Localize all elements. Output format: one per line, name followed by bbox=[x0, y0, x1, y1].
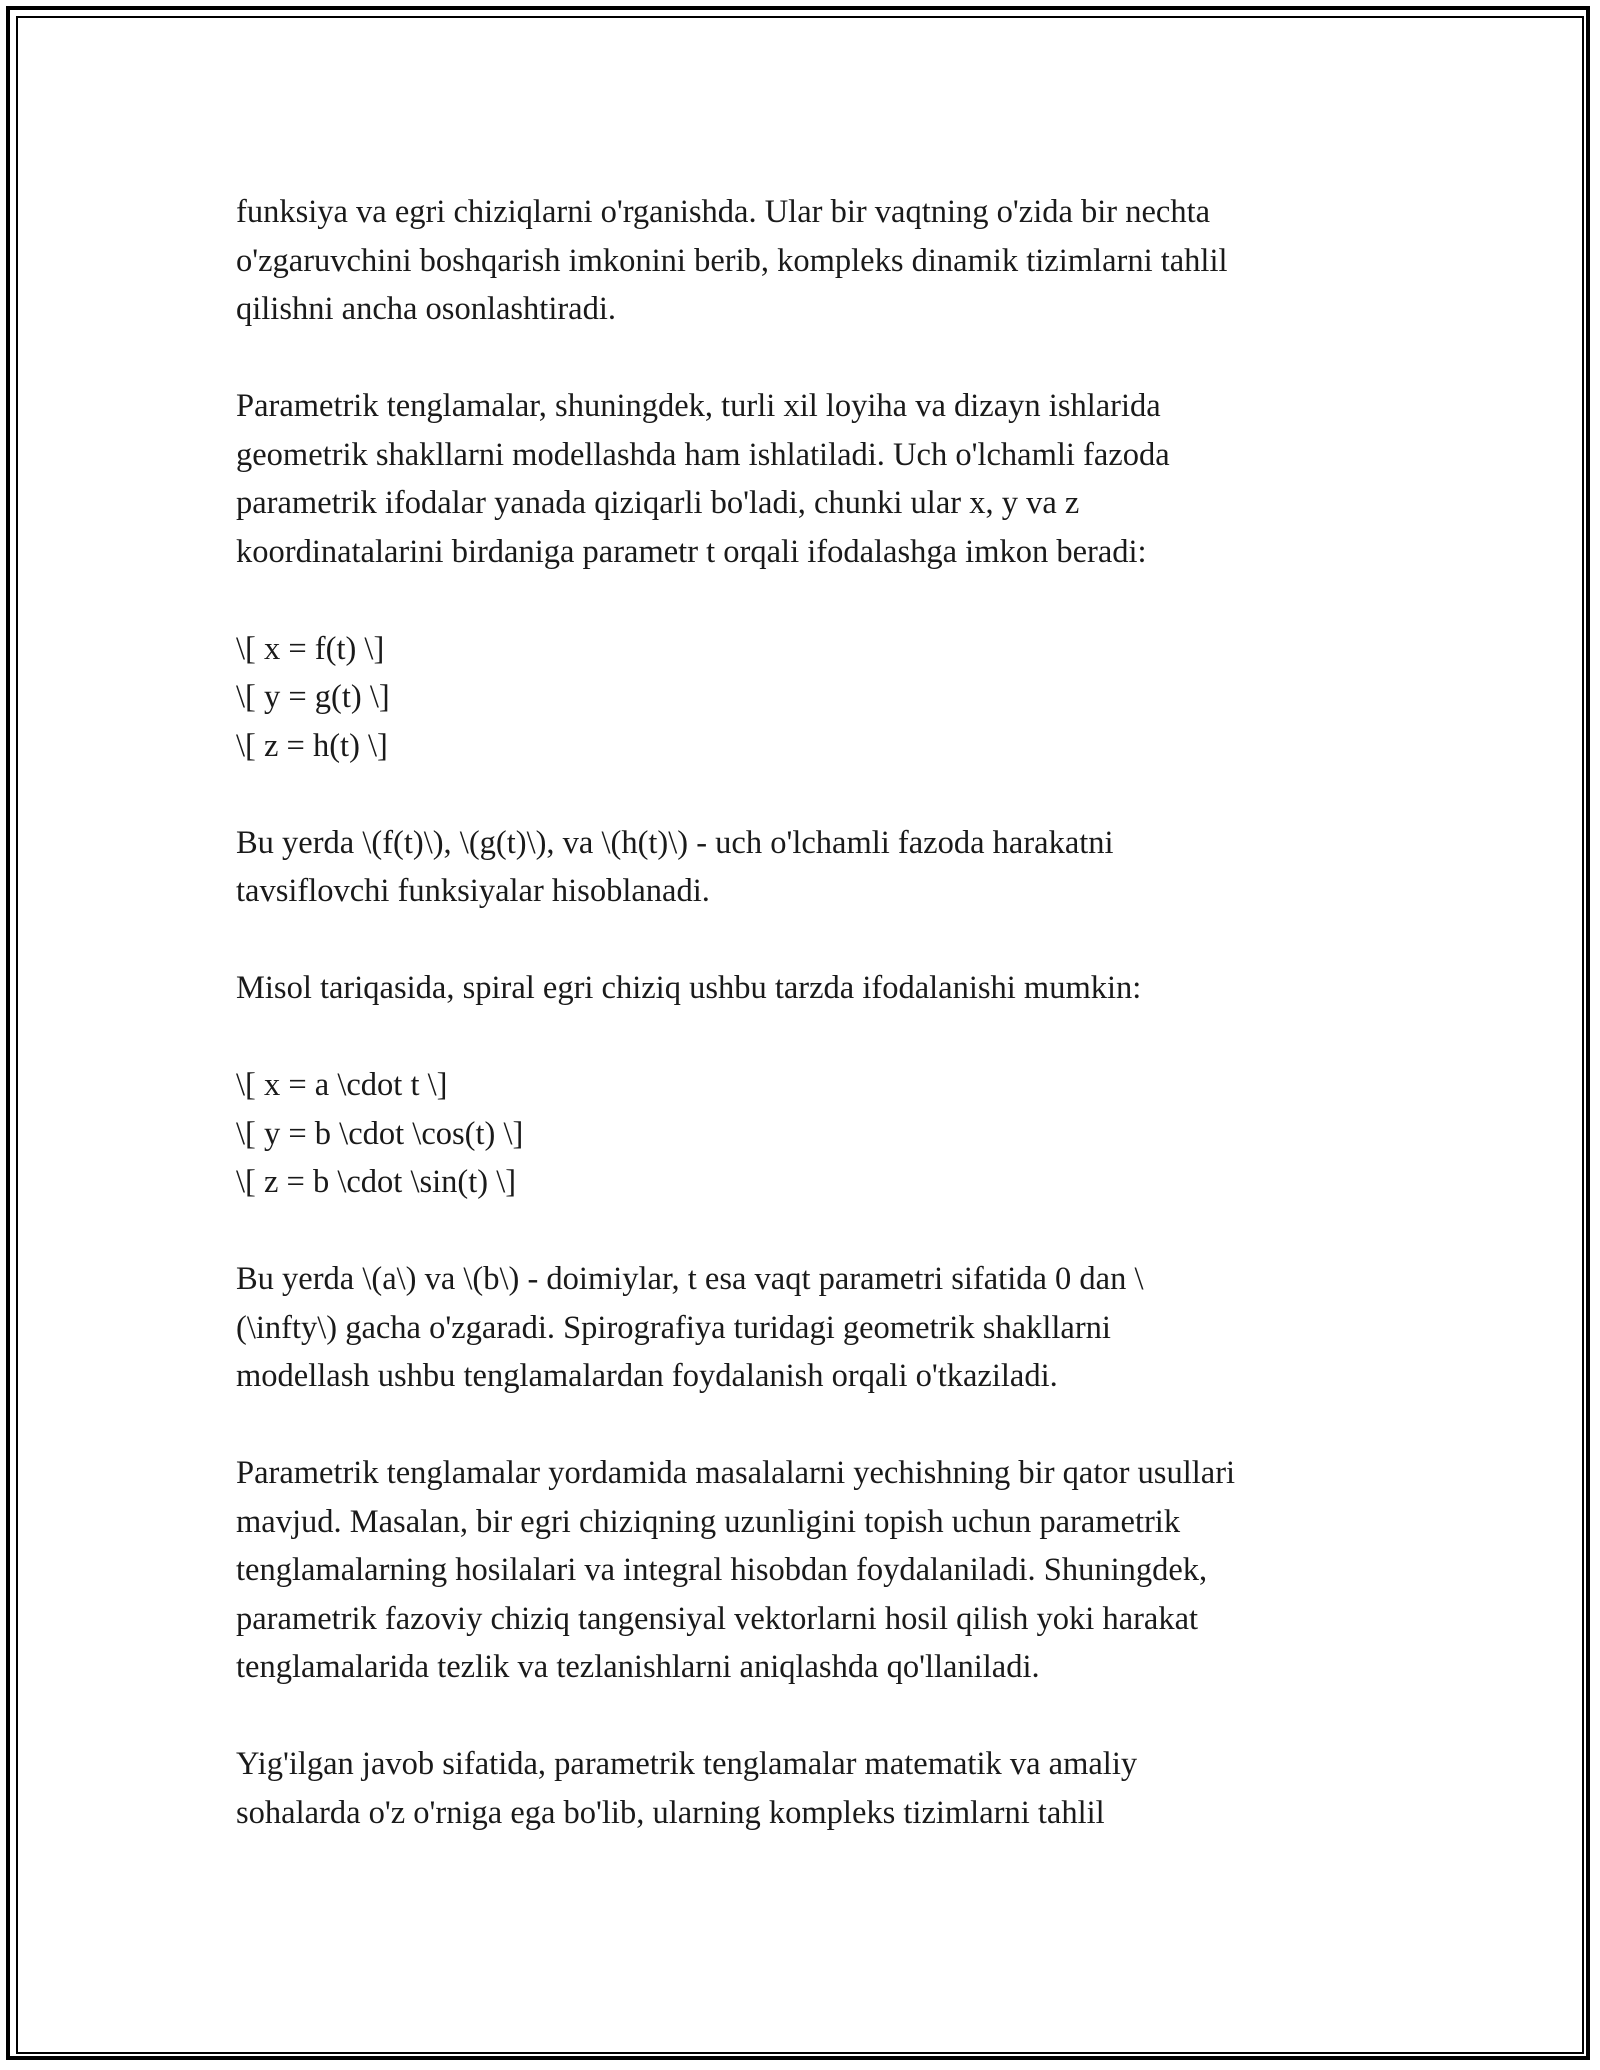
text-line: Misol tariqasida, spiral egri chiziq ushbu tarzda ifodalanishi mumkin: bbox=[236, 970, 1142, 1006]
equation-x: \[ x = a \cdot t \] bbox=[236, 1067, 448, 1103]
text-line: funksiya va egri chiziqlarni o'rganishda. Ular bir vaqtning o'zida bir nechta bbox=[236, 194, 1211, 230]
equation-block-general bbox=[236, 625, 1386, 771]
equation-y: \[ y = b \cdot \cos(t) \] bbox=[236, 1115, 524, 1152]
text-line: tavsiflovchi funksiyalar hisoblanadi. bbox=[236, 873, 710, 909]
equation-z: \[ z = b \cdot \sin(t) \] bbox=[236, 1164, 517, 1200]
text-line: sohalarda o'z o'rniga ega bo'lib, ularning kompleks tizimlarni tahlil bbox=[236, 1794, 1105, 1831]
equation-y: \[ y = g(t) \] bbox=[236, 679, 390, 715]
text-line: parametrik fazoviy chiziq tangensiyal vektorlarni hosil qilish yoki harakat bbox=[236, 1600, 1199, 1637]
paragraph-solving-methods bbox=[236, 1449, 1386, 1692]
document-body bbox=[236, 188, 1386, 1837]
text-line: Bu yerda \(f(t)\), \(g(t)\), va \(h(t)\) - uch o'lchamli fazoda harakatni bbox=[236, 824, 1114, 861]
paragraph-3d-parametric bbox=[236, 382, 1386, 576]
text-line: tenglamalarning hosilalari va integral hisobdan foydalaniladi. Shuningdek, bbox=[236, 1552, 1208, 1588]
equation-x: \[ x = f(t) \] bbox=[236, 630, 385, 667]
text-line: parametrik ifodalar yanada qiziqarli bo'ladi, chunki ular x, y va z bbox=[236, 485, 1080, 521]
text-line: o'zgaruvchini boshqarish imkonini berib, kompleks dinamik tizimlarni tahlil bbox=[236, 242, 1228, 279]
text-line: Yig'ilgan javob sifatida, parametrik tenglamalar matematik va amaliy bbox=[236, 1746, 1138, 1782]
paragraph-conclusion bbox=[236, 1740, 1386, 1837]
text-line: tenglamalarida tezlik va tezlanishlarni aniqlashda qo'llaniladi. bbox=[236, 1649, 1040, 1685]
text-line: Bu yerda \(a\) va \(b\) - doimiylar, t esa vaqt parametri sifatida 0 dan \ bbox=[236, 1261, 1144, 1297]
text-line: modellash ushbu tenglamalardan foydalanish orqali o'tkaziladi. bbox=[236, 1358, 1058, 1394]
text-line: geometrik shakllarni modellashda ham ishlatiladi. Uch o'lchamli fazoda bbox=[236, 436, 1170, 473]
equation-block-spiral bbox=[236, 1061, 1386, 1207]
text-line: Parametrik tenglamalar yordamida masalalarni yechishning bir qator usullari bbox=[236, 1455, 1236, 1491]
paragraph-intro-continuation bbox=[236, 188, 1386, 334]
text-line: (\infty\) gacha o'zgaradi. Spirografiya turidagi geometrik shakllarni bbox=[236, 1309, 1111, 1346]
paragraph-functions-description bbox=[236, 819, 1386, 916]
equation-z: \[ z = h(t) \] bbox=[236, 727, 388, 764]
text-line: mavjud. Masalan, bir egri chiziqning uzunligini topish uchun parametrik bbox=[236, 1503, 1181, 1540]
text-line: koordinatalarini birdaniga parametr t orqali ifodalashga imkon beradi: bbox=[236, 533, 1147, 570]
text-line: Parametrik tenglamalar, shuningdek, turli xil loyiha va dizayn ishlarida bbox=[236, 388, 1161, 424]
text-line: qilishni ancha osonlashtiradi. bbox=[236, 291, 617, 327]
paragraph-constants bbox=[236, 1255, 1386, 1401]
paragraph-spiral-example bbox=[236, 964, 1386, 1013]
